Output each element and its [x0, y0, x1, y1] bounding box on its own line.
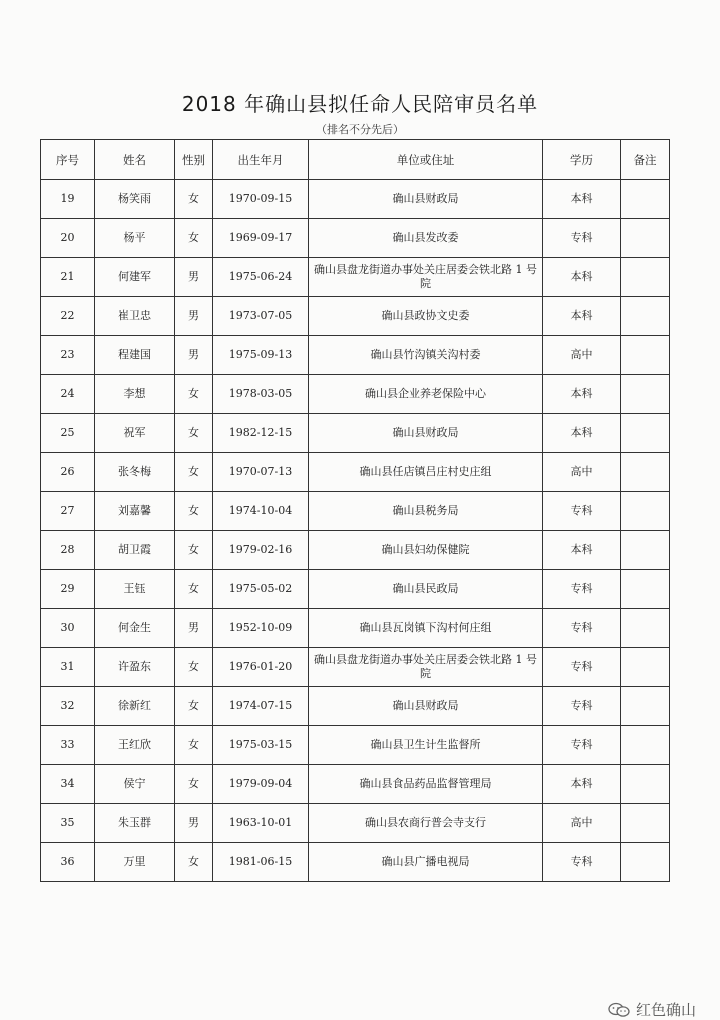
- header-seq: 序号: [41, 140, 95, 180]
- cell-seq: 28: [41, 531, 95, 570]
- cell-name: 王红欣: [95, 726, 175, 765]
- cell-gender: 女: [175, 648, 213, 687]
- cell-gender: 女: [175, 375, 213, 414]
- account-watermark: [608, 999, 696, 1020]
- cell-birth: 1974-07-15: [213, 687, 309, 726]
- cell-education: 本科: [543, 258, 621, 297]
- cell-seq: 35: [41, 804, 95, 843]
- cell-birth: 1975-03-15: [213, 726, 309, 765]
- cell-remarks: [621, 570, 670, 609]
- cell-remarks: [621, 336, 670, 375]
- cell-seq: 19: [41, 180, 95, 219]
- cell-seq: 24: [41, 375, 95, 414]
- cell-gender: 女: [175, 531, 213, 570]
- cell-unit: 确山县盘龙街道办事处关庄居委会铁北路 1 号院: [309, 648, 543, 687]
- cell-education: 本科: [543, 180, 621, 219]
- cell-remarks: [621, 726, 670, 765]
- cell-education: 本科: [543, 297, 621, 336]
- cell-unit: 确山县农商行普会寺支行: [309, 804, 543, 843]
- table-row: [41, 180, 670, 219]
- cell-unit: 确山县瓦岗镇下沟村何庄组: [309, 609, 543, 648]
- header-unit: 单位或住址: [309, 140, 543, 180]
- cell-gender: 男: [175, 804, 213, 843]
- cell-education: 本科: [543, 531, 621, 570]
- cell-gender: 女: [175, 453, 213, 492]
- cell-name: 朱玉群: [95, 804, 175, 843]
- cell-birth: 1978-03-05: [213, 375, 309, 414]
- table-row: [41, 687, 670, 726]
- cell-remarks: [621, 648, 670, 687]
- cell-education: 专科: [543, 492, 621, 531]
- cell-seq: 23: [41, 336, 95, 375]
- table-row: [41, 843, 670, 882]
- cell-unit: 确山县卫生计生监督所: [309, 726, 543, 765]
- cell-name: 祝军: [95, 414, 175, 453]
- cell-unit: 确山县政协文史委: [309, 297, 543, 336]
- cell-gender: 女: [175, 219, 213, 258]
- cell-remarks: [621, 687, 670, 726]
- cell-remarks: [621, 843, 670, 882]
- cell-gender: 女: [175, 843, 213, 882]
- cell-seq: 33: [41, 726, 95, 765]
- cell-remarks: [621, 180, 670, 219]
- cell-remarks: [621, 375, 670, 414]
- cell-name: 胡卫霞: [95, 531, 175, 570]
- cell-education: 专科: [543, 726, 621, 765]
- cell-name: 张冬梅: [95, 453, 175, 492]
- table-row: [41, 570, 670, 609]
- header-name: 姓名: [95, 140, 175, 180]
- cell-gender: 女: [175, 492, 213, 531]
- table-row: [41, 609, 670, 648]
- cell-birth: 1982-12-15: [213, 414, 309, 453]
- cell-name: 何金生: [95, 609, 175, 648]
- cell-birth: 1970-07-13: [213, 453, 309, 492]
- cell-name: 许盈东: [95, 648, 175, 687]
- cell-birth: 1963-10-01: [213, 804, 309, 843]
- cell-gender: 女: [175, 570, 213, 609]
- cell-birth: 1975-05-02: [213, 570, 309, 609]
- cell-name: 万里: [95, 843, 175, 882]
- page-title: 2018 年确山县拟任命人民陪审员名单: [181, 92, 539, 116]
- table-header-row: [41, 140, 670, 180]
- cell-seq: 30: [41, 609, 95, 648]
- table-row: [41, 804, 670, 843]
- cell-gender: 女: [175, 765, 213, 804]
- cell-remarks: [621, 414, 670, 453]
- cell-unit: 确山县税务局: [309, 492, 543, 531]
- cell-remarks: [621, 765, 670, 804]
- cell-name: 程建国: [95, 336, 175, 375]
- cell-seq: 27: [41, 492, 95, 531]
- cell-gender: 男: [175, 609, 213, 648]
- table-row: [41, 258, 670, 297]
- cell-name: 徐新红: [95, 687, 175, 726]
- cell-education: 专科: [543, 843, 621, 882]
- cell-unit: 确山县财政局: [309, 414, 543, 453]
- cell-seq: 26: [41, 453, 95, 492]
- cell-birth: 1969-09-17: [213, 219, 309, 258]
- cell-remarks: [621, 258, 670, 297]
- juror-table: [40, 139, 670, 882]
- cell-unit: 确山县民政局: [309, 570, 543, 609]
- cell-education: 专科: [543, 687, 621, 726]
- cell-seq: 21: [41, 258, 95, 297]
- cell-unit: 确山县财政局: [309, 687, 543, 726]
- table-body: [41, 180, 670, 882]
- cell-unit: 确山县企业养老保险中心: [309, 375, 543, 414]
- cell-seq: 31: [41, 648, 95, 687]
- cell-seq: 25: [41, 414, 95, 453]
- cell-unit: 确山县食品药品监督管理局: [309, 765, 543, 804]
- cell-birth: 1970-09-15: [213, 180, 309, 219]
- header-remarks: 备注: [621, 140, 670, 180]
- cell-birth: 1975-06-24: [213, 258, 309, 297]
- cell-education: 高中: [543, 453, 621, 492]
- cell-remarks: [621, 531, 670, 570]
- cell-remarks: [621, 492, 670, 531]
- cell-birth: 1974-10-04: [213, 492, 309, 531]
- cell-birth: 1975-09-13: [213, 336, 309, 375]
- cell-seq: 36: [41, 843, 95, 882]
- cell-name: 刘嘉馨: [95, 492, 175, 531]
- table-row: [41, 648, 670, 687]
- header-birth: 出生年月: [213, 140, 309, 180]
- cell-seq: 29: [41, 570, 95, 609]
- cell-education: 专科: [543, 570, 621, 609]
- header-gender: 性别: [175, 140, 213, 180]
- cell-name: 何建军: [95, 258, 175, 297]
- cell-education: 本科: [543, 414, 621, 453]
- cell-birth: 1979-02-16: [213, 531, 309, 570]
- cell-birth: 1973-07-05: [213, 297, 309, 336]
- cell-education: 专科: [543, 609, 621, 648]
- table-row: [41, 336, 670, 375]
- cell-name: 杨平: [95, 219, 175, 258]
- table-row: [41, 765, 670, 804]
- cell-gender: 男: [175, 258, 213, 297]
- wechat-icon: [608, 1002, 630, 1018]
- cell-name: 王钰: [95, 570, 175, 609]
- table-row: [41, 414, 670, 453]
- cell-gender: 女: [175, 687, 213, 726]
- cell-name: 杨笑雨: [95, 180, 175, 219]
- cell-unit: 确山县任店镇吕庄村史庄组: [309, 453, 543, 492]
- header-education: 学历: [543, 140, 621, 180]
- cell-remarks: [621, 609, 670, 648]
- cell-birth: 1952-10-09: [213, 609, 309, 648]
- cell-remarks: [621, 804, 670, 843]
- cell-education: 高中: [543, 804, 621, 843]
- cell-remarks: [621, 453, 670, 492]
- cell-unit: 确山县妇幼保健院: [309, 531, 543, 570]
- cell-unit: 确山县盘龙街道办事处关庄居委会铁北路 1 号院: [309, 258, 543, 297]
- cell-education: 本科: [543, 375, 621, 414]
- table-row: [41, 726, 670, 765]
- page-subtitle: （排名不分先后）: [316, 123, 404, 136]
- cell-education: 本科: [543, 765, 621, 804]
- cell-gender: 男: [175, 297, 213, 336]
- table-row: [41, 453, 670, 492]
- cell-unit: 确山县财政局: [309, 180, 543, 219]
- cell-education: 专科: [543, 219, 621, 258]
- cell-seq: 34: [41, 765, 95, 804]
- watermark-text: 红色确山: [635, 1001, 696, 1019]
- table-row: [41, 492, 670, 531]
- table-row: [41, 297, 670, 336]
- cell-unit: 确山县竹沟镇关沟村委: [309, 336, 543, 375]
- cell-seq: 22: [41, 297, 95, 336]
- cell-gender: 女: [175, 414, 213, 453]
- cell-name: 崔卫忠: [95, 297, 175, 336]
- cell-birth: 1976-01-20: [213, 648, 309, 687]
- cell-gender: 女: [175, 726, 213, 765]
- cell-birth: 1981-06-15: [213, 843, 309, 882]
- cell-unit: 确山县广播电视局: [309, 843, 543, 882]
- cell-education: 专科: [543, 648, 621, 687]
- cell-name: 侯宁: [95, 765, 175, 804]
- cell-seq: 20: [41, 219, 95, 258]
- table-row: [41, 375, 670, 414]
- cell-seq: 32: [41, 687, 95, 726]
- cell-birth: 1979-09-04: [213, 765, 309, 804]
- cell-gender: 女: [175, 180, 213, 219]
- cell-remarks: [621, 219, 670, 258]
- cell-education: 高中: [543, 336, 621, 375]
- table-row: [41, 219, 670, 258]
- table-row: [41, 531, 670, 570]
- cell-unit: 确山县发改委: [309, 219, 543, 258]
- cell-gender: 男: [175, 336, 213, 375]
- cell-remarks: [621, 297, 670, 336]
- cell-name: 李想: [95, 375, 175, 414]
